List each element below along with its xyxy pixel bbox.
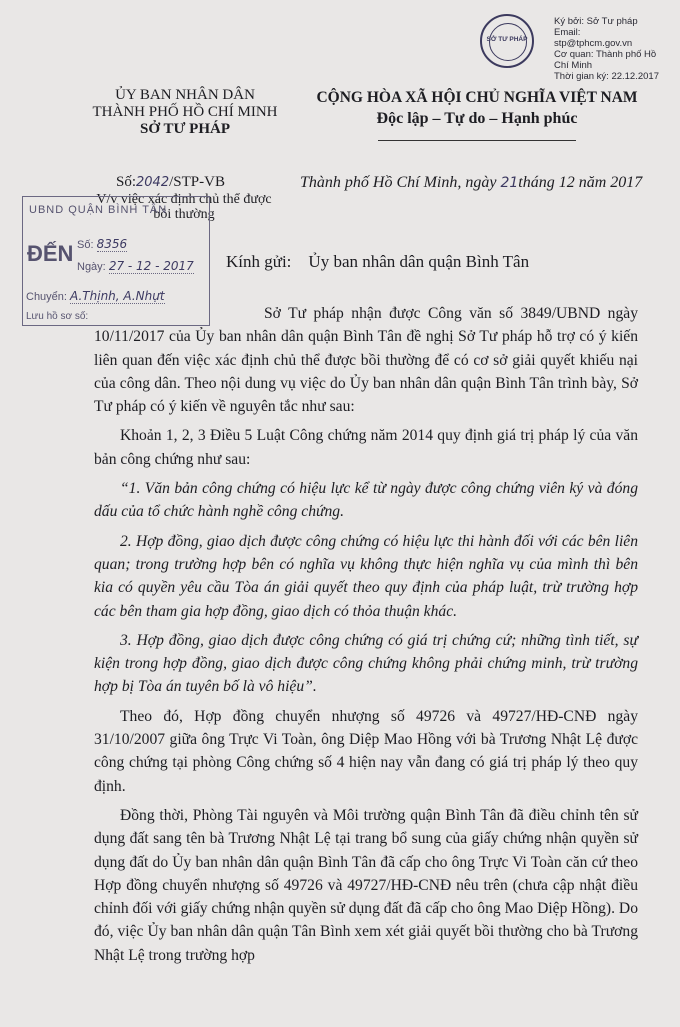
- stamp-den: ĐẾN: [27, 241, 74, 266]
- document-body: [94, 302, 638, 967]
- signature-email: stp@tphcm.gov.vn: [554, 38, 633, 49]
- signature-details: [554, 16, 680, 82]
- body-paragraph-1: Sở Tư pháp nhận được Công văn số 3849/UBND ngày 10/11/2017 của Ủy ban nhân dân quận Bình Tân đề nghị Sở Tư pháp hỗ trợ có ý kiến liên quan đến việc xác định chủ thể được bồi thường để có cơ sở giải quyết khiếu nại của công dân. Theo nội dung vụ việc do Ủy ban nhân dân quận Bình Tân trình bày, Sở Tư pháp có ý kiến về nguyên tắc như sau:: [94, 305, 638, 416]
- signature-agency: Cơ quan: Thành phố Hồ: [554, 49, 657, 60]
- recipient: [226, 252, 529, 272]
- date-suffix: tháng 12 năm 2017: [518, 174, 643, 191]
- recipient-label: Kính gửi:: [226, 252, 292, 271]
- motto-underline: [378, 140, 576, 141]
- issuer-department: SỞ TƯ PHÁP: [139, 121, 230, 137]
- signature-time: Thời gian ký: 22.12.2017: [554, 71, 659, 82]
- seal-icon: [480, 14, 534, 68]
- recipient-value: Ủy ban nhân dân quận Bình Tân: [308, 252, 530, 271]
- stamp-date: [77, 259, 194, 274]
- national-title: CỘNG HÒA XÃ HỘI CHỦ NGHĨA VIỆT NAM: [316, 89, 638, 106]
- signature-email-label: Email:: [554, 27, 581, 38]
- stamp-forward-label: Chuyển:: [26, 291, 67, 303]
- quote-clause-2: 2. Hợp đồng, giao dịch được công chứng có hiệu lực thi hành đối với các bên liên quan; trong trường hợp bên có nghĩa vụ không thực hiện nghĩa vụ của mình thì bên kia có quyền yêu cầu Tòa án giải quyết theo quy định của pháp luật, trừ trường hợp các bên tham gia hợp đồng, giao dịch có thỏa thuận khác.: [94, 532, 638, 620]
- stamp-archive-label: Lưu hồ sơ số:: [26, 311, 89, 322]
- doc-number-handwritten: 2042: [136, 175, 170, 190]
- date-prefix: Thành phố Hồ Chí Minh, ngày: [300, 174, 501, 191]
- digital-signature: [480, 14, 680, 86]
- issuer-line-1: ỦY BAN NHÂN DÂN: [115, 87, 255, 103]
- issuer-line-2: THÀNH PHỐ HỒ CHÍ MINH: [92, 104, 278, 120]
- body-paragraph-4: Đồng thời, Phòng Tài nguyên và Môi trường quận Bình Tân đã điều chỉnh tên sử dụng đất sang tên bà Trương Nhật Lệ tại trang bổ sung của giấy chứng nhận quyền sử dụng đất do Ủy ban nhân dân quận Bình Tân đã cấp cho ông Trực Vi Toàn căn cứ theo Hợp đồng chuyển nhượng số 49726 và 49727/HĐ-CNĐ nêu trên (chưa cập nhật điều chỉnh đối với giấy chứng nhận quyền sử dụng đất đã cấp cho ông Mao Diệp Hồng). Do đó, việc Ủy ban nhân dân quận Tân Bình xem xét giải quyết bồi thường cho bà Trương Nhật Lệ trong trường hợp: [94, 806, 638, 964]
- document-number: [116, 174, 225, 191]
- date-day-handwritten: 21: [500, 175, 519, 191]
- subject-line-1: V/v việc xác định chủ thể được: [96, 192, 272, 207]
- date-line: [300, 174, 642, 192]
- stamp-date-label: Ngày:: [77, 261, 106, 273]
- national-motto: Độc lập – Tự do – Hạnh phúc: [376, 110, 578, 127]
- issuer-header: [60, 87, 310, 138]
- signature-signed-by: Ký bởi: Sở Tư pháp: [554, 16, 638, 27]
- signature-agency-cont: Chí Minh: [554, 60, 593, 71]
- quote-clause-3: 3. Hợp đồng, giao dịch được công chứng có giá trị chứng cứ; những tình tiết, sự kiện trong hợp đồng, giao dịch được công chứng không phải chứng minh, trừ trường hợp bị Tòa án tuyên bố là vô hiệu”.: [94, 631, 638, 696]
- doc-number-prefix: Số:: [116, 174, 137, 190]
- stamp-date-value: 27 - 12 - 2017: [108, 259, 194, 273]
- body-paragraph-3: Theo đó, Hợp đồng chuyển nhượng số 49726 và 49727/HĐ-CNĐ ngày 31/10/2007 giữa ông Trực Vi Toàn, ông Diệp Mao Hồng với bà Trương Nhật Lệ được công chứng tại phòng Công chứng số 4 hiện nay vẫn đang có giá trị pháp lý theo quy định.: [94, 707, 638, 795]
- seal-text: SỞ TƯ PHÁP: [486, 36, 528, 43]
- stamp-number-value: 8356: [96, 237, 128, 251]
- national-header: [292, 88, 662, 130]
- stamp-archive: [26, 311, 88, 322]
- stamp-number: [77, 237, 127, 252]
- subject-line-2: bồi thường: [153, 207, 215, 222]
- doc-number-suffix: /STP-VB: [169, 174, 225, 190]
- stamp-forward-value: A.Thịnh, A.Nhựt: [70, 289, 165, 303]
- stamp-number-label: Số:: [77, 239, 94, 251]
- body-paragraph-2: Khoản 1, 2, 3 Điều 5 Luật Công chứng năm 2014 quy định giá trị pháp lý của văn bản công chứng như sau:: [94, 427, 638, 468]
- quote-clause-1: “1. Văn bản công chứng có hiệu lực kể từ ngày được công chứng viên ký và đóng dấu của tổ chức hành nghề công chứng.: [94, 480, 638, 521]
- stamp-org: UBND QUẬN BÌNH TÂN: [29, 204, 168, 216]
